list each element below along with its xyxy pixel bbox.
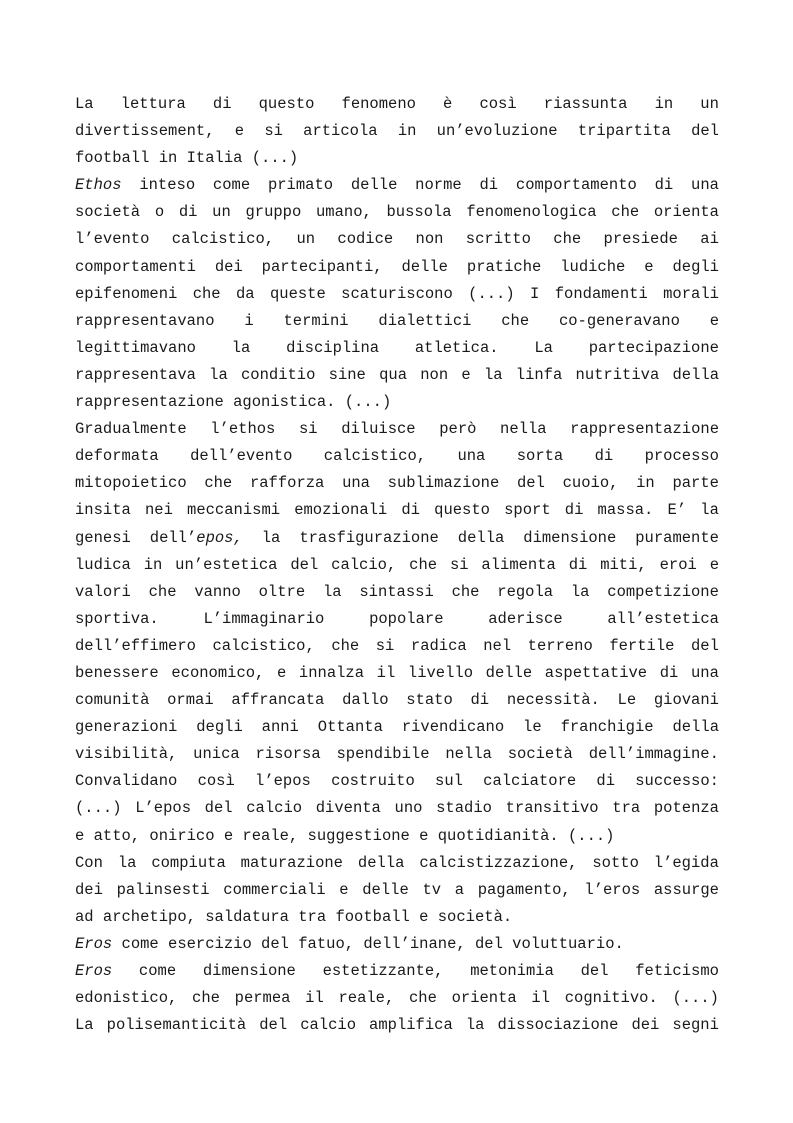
word: vanno	[194, 582, 241, 601]
word: dei	[214, 257, 243, 276]
word: feticismo	[635, 962, 719, 980]
word: disciplina	[286, 338, 380, 357]
word: e	[234, 122, 245, 141]
word: che	[192, 284, 221, 303]
word: economico,	[171, 663, 265, 682]
word: sotto	[592, 853, 639, 872]
word: permea	[234, 989, 291, 1008]
text-line	[75, 525, 719, 552]
word: di	[479, 176, 499, 195]
word: della	[457, 528, 505, 547]
word: nutritiva	[575, 365, 660, 384]
word: rappresentazione	[570, 420, 719, 439]
word: in	[397, 122, 417, 141]
word: si	[264, 122, 283, 141]
word: che	[192, 989, 220, 1008]
word: codice	[337, 230, 394, 249]
word: delle	[485, 663, 533, 682]
word: del	[204, 799, 233, 818]
word: e	[644, 257, 654, 276]
word: del	[690, 636, 719, 655]
word: radica	[410, 636, 467, 655]
word: cuoio,	[562, 474, 619, 493]
text-line	[75, 606, 719, 633]
word: pratiche	[466, 257, 542, 276]
word: benessere	[75, 663, 159, 682]
word: di	[401, 501, 420, 520]
word: regola	[497, 582, 554, 601]
word: degli	[672, 257, 719, 276]
word: però	[439, 420, 477, 439]
word: di	[654, 176, 674, 195]
word: (...)	[468, 284, 515, 303]
word: delle	[362, 880, 409, 899]
word: comunità	[75, 691, 150, 710]
word: amplifica	[369, 1016, 453, 1035]
text-line	[75, 281, 719, 308]
text-line	[75, 226, 719, 253]
word: ormai	[167, 691, 214, 710]
word: oltre	[258, 582, 306, 601]
word: la	[231, 338, 251, 357]
word: spendibile	[336, 745, 430, 764]
word: diventa	[315, 799, 381, 818]
word: del	[580, 962, 609, 980]
word: cognitivo.	[564, 989, 658, 1008]
word: la	[700, 501, 719, 520]
word: del	[259, 1016, 288, 1035]
word: un’estetica	[175, 555, 278, 574]
word: Le	[617, 691, 637, 710]
word: queste	[269, 284, 326, 303]
word: una	[457, 447, 486, 466]
word: sintassi	[359, 582, 434, 601]
text-line: e atto, onirico e reale, suggestione e quotidianità. (...)	[75, 826, 615, 845]
word: assurge	[653, 880, 719, 899]
word: orienta	[451, 989, 517, 1008]
word: genesi	[75, 528, 131, 547]
word: puramente	[635, 528, 719, 547]
word: o	[154, 203, 165, 222]
word: come	[138, 962, 177, 980]
word: miti,	[600, 555, 647, 574]
word: processo	[644, 447, 719, 466]
word: polisemanticità	[106, 1016, 247, 1035]
text-line	[75, 199, 719, 226]
word: costruito	[331, 772, 415, 791]
word: si	[298, 420, 318, 439]
word: (...)	[672, 989, 719, 1008]
word: la	[322, 582, 342, 601]
word: visibilità,	[75, 745, 178, 764]
word: di	[470, 691, 490, 710]
word: presiede	[603, 230, 678, 249]
word: lettura	[120, 95, 186, 113]
word: società	[507, 745, 573, 764]
word: L’immaginario	[203, 609, 325, 628]
word: non	[415, 230, 444, 249]
word: eroi	[659, 555, 697, 574]
word: società	[75, 203, 141, 222]
word: che	[331, 636, 360, 655]
word: all’estetica	[607, 609, 719, 628]
word: dell’evento	[190, 447, 293, 466]
word: Convalidano	[75, 772, 178, 791]
word: nella	[500, 420, 547, 439]
word: la	[261, 528, 281, 547]
word: reale,	[338, 989, 395, 1008]
text-line	[75, 470, 719, 497]
word: e	[276, 663, 287, 682]
word: gruppo	[245, 203, 302, 222]
text-line	[75, 416, 719, 443]
word: si	[375, 636, 395, 655]
word: calcio	[300, 1016, 356, 1035]
word: Ottanta	[317, 718, 383, 737]
word: i	[244, 311, 254, 330]
word: il	[531, 989, 551, 1008]
word: ludiche	[560, 257, 626, 276]
word: (...)	[75, 799, 122, 818]
word: tripartita	[577, 122, 671, 141]
word: che	[553, 230, 582, 249]
word: unica	[193, 745, 240, 764]
word: competizione	[607, 582, 719, 601]
word: Con	[75, 853, 103, 872]
word: popolare	[369, 609, 444, 628]
word: innalza	[298, 663, 365, 682]
word: è	[443, 95, 453, 113]
word: della	[672, 718, 719, 737]
text-line	[75, 443, 719, 470]
word: mitopoietico	[75, 474, 187, 493]
word: terreno	[527, 636, 593, 655]
word: tra	[612, 799, 641, 818]
word: segni	[672, 1016, 719, 1035]
word: morali	[663, 284, 719, 303]
word: L’epos	[135, 799, 191, 818]
word: qua	[379, 365, 408, 384]
word: calcistico,	[212, 636, 315, 655]
word: un’evoluzione	[436, 122, 558, 141]
text-line	[75, 335, 719, 362]
word: necessità.	[506, 691, 600, 710]
word: di	[212, 95, 232, 113]
word: linfa	[515, 365, 563, 384]
word: fertile	[609, 636, 675, 655]
text-line: rappresentazione agonistica. (...)	[75, 393, 392, 412]
word: dimensione	[523, 528, 617, 547]
word: termini	[283, 311, 349, 330]
word: riassunta	[543, 95, 628, 113]
word: bussola	[386, 203, 452, 222]
word: dallo	[342, 691, 389, 710]
document-body	[75, 91, 719, 1039]
word: uno	[394, 799, 423, 818]
word: sorta	[516, 447, 564, 466]
word: di	[178, 203, 198, 222]
text-line	[75, 497, 719, 524]
word: un	[296, 230, 316, 249]
text-line	[75, 91, 719, 118]
word: calcistico,	[171, 230, 275, 249]
word: sine	[328, 365, 366, 384]
word: insita	[75, 501, 131, 520]
word: generazioni	[75, 718, 178, 737]
text-line	[75, 850, 719, 877]
word: che	[501, 311, 530, 330]
word: la	[483, 365, 503, 384]
word: si	[449, 555, 469, 574]
word: degli	[196, 718, 243, 737]
text-line	[75, 254, 719, 281]
text-line	[75, 741, 719, 768]
word: E’	[667, 501, 687, 520]
word: e	[461, 365, 471, 384]
word: delle	[401, 257, 448, 276]
word: del	[290, 555, 319, 574]
word: nel	[483, 636, 512, 655]
text-line: ad archetipo, saldatura tra football e società.	[75, 907, 513, 926]
word: calcio	[246, 799, 303, 818]
word: dell’epos,	[149, 528, 243, 547]
word: fondamenti	[554, 284, 648, 303]
word: l’epos	[255, 772, 311, 791]
word: giovani	[653, 691, 719, 710]
word: rivendicano	[401, 718, 505, 737]
word: fenomeno	[341, 95, 416, 113]
word: rappresentava	[75, 365, 196, 384]
word: calcistizzazione,	[419, 853, 578, 872]
word: che	[148, 582, 177, 601]
text-line	[75, 552, 719, 579]
word: La	[534, 338, 553, 357]
word: questo	[434, 501, 490, 520]
text-line	[75, 579, 719, 606]
word: norme	[415, 176, 462, 195]
word: orienta	[653, 203, 719, 222]
word: umano,	[315, 203, 372, 222]
word: dei	[75, 880, 103, 899]
text-line: Eros come esercizio del fatuo, dell’inane, del voluttuario.	[75, 934, 624, 953]
word: meccanismi	[187, 501, 281, 520]
word: che	[611, 203, 640, 222]
text-line	[75, 768, 719, 795]
word: nella	[445, 745, 492, 764]
word: dell’effimero	[75, 636, 196, 655]
word: parte	[672, 474, 719, 493]
word: la	[209, 365, 228, 384]
text-line	[75, 660, 719, 687]
text-line	[75, 118, 719, 145]
text-line	[75, 795, 719, 822]
text-line	[75, 308, 719, 335]
word: non	[420, 365, 449, 384]
word: dei	[631, 1016, 660, 1035]
word: che	[204, 474, 233, 493]
word: maturazione	[240, 853, 343, 872]
text-line	[75, 687, 719, 714]
word: conditio	[241, 365, 316, 384]
word: epifenomeni	[75, 284, 178, 303]
word: calcio,	[331, 555, 397, 574]
word: ai	[700, 230, 719, 249]
word: comportamento	[515, 176, 637, 195]
word: l’evento	[75, 230, 150, 249]
word: di	[564, 501, 584, 520]
word: scaturiscono	[341, 284, 453, 303]
word: e	[709, 555, 719, 574]
word: trasfigurazione	[299, 528, 439, 547]
text-line	[75, 362, 719, 389]
text-line: football in Italia (...)	[75, 149, 299, 168]
word: sublimazione	[387, 474, 500, 493]
word: metonimia	[470, 962, 554, 980]
word: potenza	[653, 799, 719, 818]
word: l’eros	[584, 880, 641, 899]
word: divertissement,	[75, 122, 215, 141]
word: La	[75, 95, 94, 113]
word: massa.	[597, 501, 654, 520]
word: emozionali	[294, 501, 388, 520]
word: in	[654, 95, 674, 113]
word: dissociazione	[497, 1016, 619, 1035]
word: Gradualmente	[75, 420, 187, 439]
word: compiuta	[151, 853, 226, 872]
word: in	[636, 474, 655, 493]
word: successo:	[635, 772, 719, 791]
word: come	[212, 176, 251, 195]
word: un	[700, 95, 719, 113]
word: una	[342, 474, 370, 493]
word: commerciali	[223, 880, 326, 899]
word: comportamenti	[75, 257, 196, 276]
word: pagamento,	[477, 880, 571, 899]
word: inteso	[139, 176, 196, 195]
word: di	[594, 447, 614, 466]
text-line	[75, 172, 719, 199]
word: la	[117, 853, 137, 872]
word: edonistico,	[75, 989, 178, 1008]
word: dimensione	[202, 962, 296, 980]
text-line	[75, 958, 719, 985]
word: Ethos	[75, 176, 122, 195]
word: risorsa	[255, 745, 321, 764]
word: Eros	[75, 962, 113, 980]
word: che	[409, 555, 438, 574]
word: il	[305, 989, 324, 1008]
word: livello	[407, 663, 474, 682]
word: in	[143, 555, 163, 574]
word: che	[408, 989, 437, 1008]
word: la	[570, 582, 590, 601]
word: dialettici	[378, 311, 472, 330]
text-line	[75, 1012, 719, 1039]
word: le	[523, 718, 542, 737]
word: rappresentavano	[75, 311, 215, 330]
word: I	[530, 284, 540, 303]
word: delle	[350, 176, 398, 195]
word: così	[479, 95, 517, 113]
word: una	[691, 176, 719, 195]
text-line	[75, 633, 719, 660]
word: affrancata	[231, 691, 325, 710]
word: tv	[422, 880, 442, 899]
word: articola	[303, 122, 378, 141]
word: sport	[504, 501, 551, 520]
word: di	[568, 555, 588, 574]
text-line	[75, 985, 719, 1012]
word: una	[690, 663, 719, 682]
word: transitivo	[505, 799, 599, 818]
word: che	[451, 582, 480, 601]
word: estetizzante,	[322, 962, 444, 980]
word: l’egida	[653, 853, 719, 872]
word: deformata	[75, 447, 159, 466]
word: e	[339, 880, 349, 899]
word: partecipanti,	[261, 257, 383, 276]
word: diluisce	[341, 420, 416, 439]
word: palinsesti	[116, 880, 210, 899]
word: atletica.	[414, 338, 499, 357]
word: del	[691, 122, 719, 141]
word: il	[376, 663, 396, 682]
word: legittimavano	[75, 338, 196, 357]
word: primato	[267, 176, 334, 195]
word: franchigie	[560, 718, 654, 737]
word: valori	[75, 582, 131, 601]
word: di	[596, 772, 616, 791]
word: da	[235, 284, 255, 303]
word: a	[454, 880, 465, 899]
word: alimenta	[481, 555, 556, 574]
word: del	[517, 474, 545, 493]
word: aspettative	[544, 663, 648, 682]
text-line	[75, 877, 719, 904]
word: fenomenologica	[466, 203, 597, 222]
word: della	[357, 853, 405, 872]
word: sportiva.	[75, 609, 159, 628]
word: La	[75, 1016, 94, 1035]
word: co-generavano	[558, 311, 680, 330]
word: nei	[144, 501, 173, 520]
word: sul	[435, 772, 463, 791]
word: stadio	[436, 799, 492, 818]
word: di	[659, 663, 679, 682]
word: dell’immagine.	[588, 745, 719, 764]
word: questo	[258, 95, 315, 113]
word: stato	[406, 691, 453, 710]
text-line	[75, 714, 719, 741]
word: e	[709, 311, 719, 330]
word: della	[672, 365, 719, 384]
word: rafforza	[249, 474, 325, 493]
word: l’ethos	[210, 420, 276, 439]
word: un	[212, 203, 231, 222]
word: ludica	[75, 555, 131, 574]
word: anni	[261, 718, 299, 737]
word: partecipazione	[588, 338, 719, 357]
word: così	[197, 772, 235, 791]
word: calcistico,	[323, 447, 427, 466]
word: la	[465, 1016, 485, 1035]
word: calciatore	[483, 772, 577, 791]
word: scritto	[465, 230, 531, 249]
word: aderisce	[488, 609, 563, 628]
